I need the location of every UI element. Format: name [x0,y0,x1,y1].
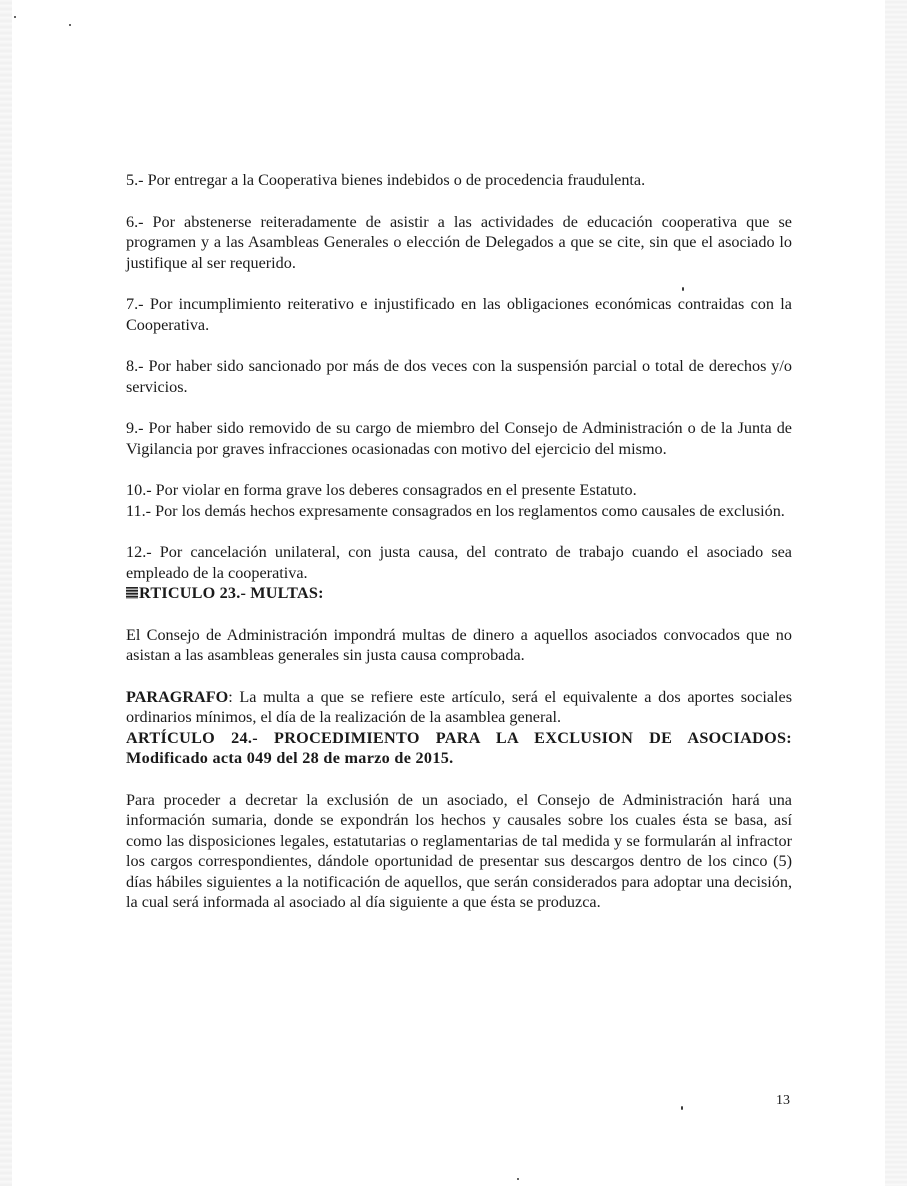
scan-speck [681,1106,683,1110]
list-item-5: 5.- Por entregar a la Cooperativa bienes indebidos o de procedencia fraudulenta. [126,171,646,189]
paragrafo-label: PARAGRAFO [126,687,229,706]
article-23-paragrafo [126,687,792,728]
scan-edge-right [885,0,907,1186]
smudged-letter-a [126,587,138,599]
article-24-heading: ARTÍCULO 24.- PROCEDIMIENTO PARA LA EXCLUSION DE ASOCIADOS: Modificado acta 049 del 28 de marzo de 2015. [126,728,792,767]
article-23-body: El Consejo de Administración impondrá multas de dinero a aquellos asociados convocados que no asistan a las asambleas generales sin justa causa comprobada. [126,625,792,664]
article-23-heading-text: RTICULO 23.- MULTAS: [139,584,324,602]
scan-speck [14,16,16,18]
page-number: 13 [776,1093,790,1108]
article-23-heading [126,583,792,604]
scan-speck [69,24,71,26]
list-item-10: 10.- Por violar en forma grave los deberes consagrados en el presente Estatuto. [126,481,637,499]
article-24-body: Para proceder a decretar la exclusión de un asociado, el Consejo de Administración hará una información sumaria, donde se expondrán los hechos y causales sobre los cuales ésta se basa, así como las disposiciones legales, estatutarias o reglamentarias de tal medida y se formularán al infractor los cargos correspondientes, dándole oportunidad de presentar sus descargos dentro de los cinco (5) días hábiles siguientes a la notificación de aquellos, que serán considerados para adoptar una decisión, la cual será informada al asociado al día siguiente a que ésta se produzca. [126,790,792,911]
paragrafo-text: : La multa a que se refiere este artículo, será el equivalente a dos aportes sociales ordinarios mínimos, el día de la realización de la asamblea general. [126,687,792,726]
list-item-9: 9.- Por haber sido removido de su cargo de miembro del Consejo de Administración o de la Junta de Vigilancia por graves infracciones ocasionadas con motivo del ejercicio del mismo. [126,419,792,458]
list-item-8: 8.- Por haber sido sancionado por más de dos veces con la suspensión parcial o total de derechos y/o servicios. [126,357,792,396]
scan-speck [517,1178,519,1180]
list-item-11: 11.- Por los demás hechos expresamente consagrados en los reglamentos como causales de exclusión. [126,501,785,520]
list-item-7: 7.- Por incumplimiento reiterativo e injustificado en las obligaciones económicas contraidas con la Cooperativa. [126,295,792,334]
document-body [126,170,792,913]
list-item-6: 6.- Por abstenerse reiteradamente de asistir a las actividades de educación cooperativa que se programen y a las Asambleas Generales o elección de Delegados a que se cite, sin que el asociado lo justifique al ser requerido. [126,212,792,272]
list-item-12: 12.- Por cancelación unilateral, con justa causa, del contrato de trabajo cuando el asociado sea empleado de la cooperativa. [126,543,792,582]
scan-edge-left [0,0,12,1186]
